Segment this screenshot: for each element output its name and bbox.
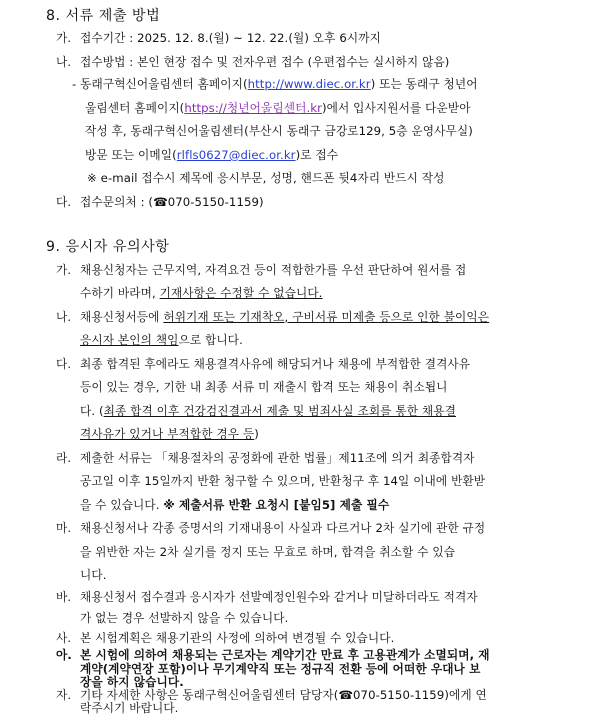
text-segment: 채용신청서등에	[80, 309, 164, 324]
item-text: 최종 합격된 후에라도 채용결격사유에 해당되거나 채용에 부적합한 결격사유	[80, 356, 471, 371]
s9-ma-line3: 니다.	[80, 568, 107, 583]
s9-na-line2	[80, 332, 243, 348]
item-text: 채용신청서 접수결과 응시자가 선발예정인원수와 같거나 미달하더라도 적격자	[80, 590, 478, 604]
underlined-text: 응시자 본인의 책임	[80, 333, 179, 348]
s8-na-line3: 작성 후, 동래구혁신어울림센터(부산시 동래구 금강로129, 5층 운영사무실)	[85, 124, 473, 139]
section-9-heading: 9. 응시자 유의사항	[46, 239, 170, 256]
s9-ga-line1	[56, 262, 466, 278]
item-text: 기타 자세한 사항은 동래구혁신어울림센터 담당자(☎070-5150-1159)에게 연	[80, 687, 487, 702]
item-text: 채용신청자는 근무지역, 자격요건 등이 적합한가를 우선 판단하여 원서를 접	[80, 262, 467, 277]
text-segment: 을 수 있습니다.	[80, 497, 164, 512]
item-label: 아.	[56, 648, 72, 663]
item-label: 나.	[56, 54, 72, 69]
s9-ba-line1	[56, 589, 478, 605]
item-text: 제출한 서류는 「채용절차의 공정화에 관한 법률」제11조에 의거 최종합격자	[80, 450, 475, 465]
text-segment: )에서 입사지원서를 다운받아	[322, 100, 471, 115]
email-link[interactable]: rlfls0627@diec.or.kr	[176, 147, 296, 162]
s9-ra-line1	[56, 450, 475, 466]
item-label: 자.	[56, 687, 72, 702]
s8-item-ga	[56, 30, 381, 46]
item-label: 라.	[56, 450, 72, 465]
item-label: 마.	[56, 521, 72, 536]
bold-text: ※ 제출서류 반환 요청시 [붙임5] 제출 필수	[163, 497, 390, 512]
s9-ma-line1	[56, 520, 485, 536]
text-segment: )	[254, 427, 259, 442]
underlined-text: 허위기재 또는 기재착오, 구비서류 미제출 등으로 인한 불이익은	[163, 309, 490, 324]
s9-ba-line2: 가 없는 경우 선발하지 않을 수 있습니다.	[80, 610, 289, 625]
text-segment: 다. (	[80, 403, 104, 418]
s9-a-line2: 계약(계약연장 포함)이나 무기계약직 또는 정규직 전환 등에 어떠한 우대나 보	[80, 661, 481, 676]
s9-ja-line2: 락주시기 바랍니다.	[80, 701, 179, 715]
item-label: 나.	[56, 309, 72, 324]
text-segment: ) 또는 동래구 청년어	[370, 77, 478, 92]
s9-sa-line1	[56, 630, 394, 646]
text-segment: 수하기 바라며,	[80, 286, 160, 301]
text-segment: 울림센터 홈페이지(	[85, 100, 185, 115]
text-segment: - 동래구혁신어울림센터 홈페이지(	[72, 77, 248, 92]
item-label: 가.	[56, 262, 72, 277]
s8-na-line4	[85, 147, 338, 163]
item-text: 본 시험계획은 채용기관의 사정에 의하여 변경될 수 있습니다.	[80, 631, 395, 646]
s9-ga-line2	[80, 285, 322, 301]
item-text: 채용신청서나 각종 증명서의 기재내용이 사실과 다르거나 2차 실기에 관한 규정	[80, 521, 486, 536]
item-label: 가.	[56, 31, 72, 46]
item-label: 사.	[56, 631, 72, 646]
homepage-link[interactable]: http://www.diec.or.kr	[247, 77, 371, 92]
s9-na-line1	[56, 309, 489, 325]
underlined-text: 격사유가 있거나 부적합한 경우 등	[80, 427, 255, 442]
underlined-text: 최종 합격 이후 건강검진결과서 제출 및 범죄사실 조회를 통한 채용결	[103, 403, 456, 418]
item-text: 접수기간 : 2025. 12. 8.(월) ~ 12. 22.(월) 오후 6시까지	[80, 31, 381, 46]
item-label: 바.	[56, 590, 72, 604]
text-segment: 으로 합니다.	[178, 333, 243, 348]
s9-ra-line2: 공고일 이후 15일까지 반환 청구할 수 있으며, 반환청구 후 14일 이내에 반환받	[80, 474, 486, 489]
s9-da-line3	[80, 403, 456, 419]
text-segment: )로 접수	[295, 147, 339, 162]
youth-center-link[interactable]: https://청년어울림센터.kr	[184, 100, 322, 115]
item-text: 접수방법 : 본인 현장 접수 및 전자우편 접수 (우편접수는 실시하지 않음)	[80, 54, 450, 69]
s9-ra-line3	[80, 497, 389, 513]
s9-da-line1	[56, 356, 470, 372]
s8-na-line2	[85, 100, 471, 116]
section-8-heading: 8. 서류 제출 방법	[46, 7, 161, 24]
s8-item-da	[56, 194, 264, 210]
s9-ma-line2: 을 위반한 자는 2차 실기를 정지 또는 무효로 하며, 합격을 취소할 수 있습	[80, 544, 456, 559]
s8-na-note: ※ e-mail 접수시 제목에 응시부문, 성명, 핸드폰 뒷4자리 반드시 작성	[87, 171, 445, 186]
s8-item-na	[56, 54, 449, 70]
s9-a-line3: 장을 하지 않습니다.	[80, 674, 184, 689]
s9-da-line4	[80, 426, 259, 442]
item-text: 본 시험에 의하여 채용되는 근로자는 계약기간 만료 후 고용관계가 소멸되며, 재	[80, 648, 490, 663]
item-label: 다.	[56, 194, 72, 209]
s9-da-line2: 등이 있는 경우, 기한 내 최종 서류 미 재출시 합격 또는 채용이 취소됩니	[80, 380, 448, 395]
item-text: 접수문의처 : (☎070-5150-1159)	[80, 194, 264, 209]
text-segment: 방문 또는 이메일(	[85, 147, 177, 162]
underlined-text: 기재사항은 수정할 수 없습니다.	[159, 286, 323, 301]
item-label: 다.	[56, 356, 72, 371]
s8-na-line1	[72, 76, 478, 92]
